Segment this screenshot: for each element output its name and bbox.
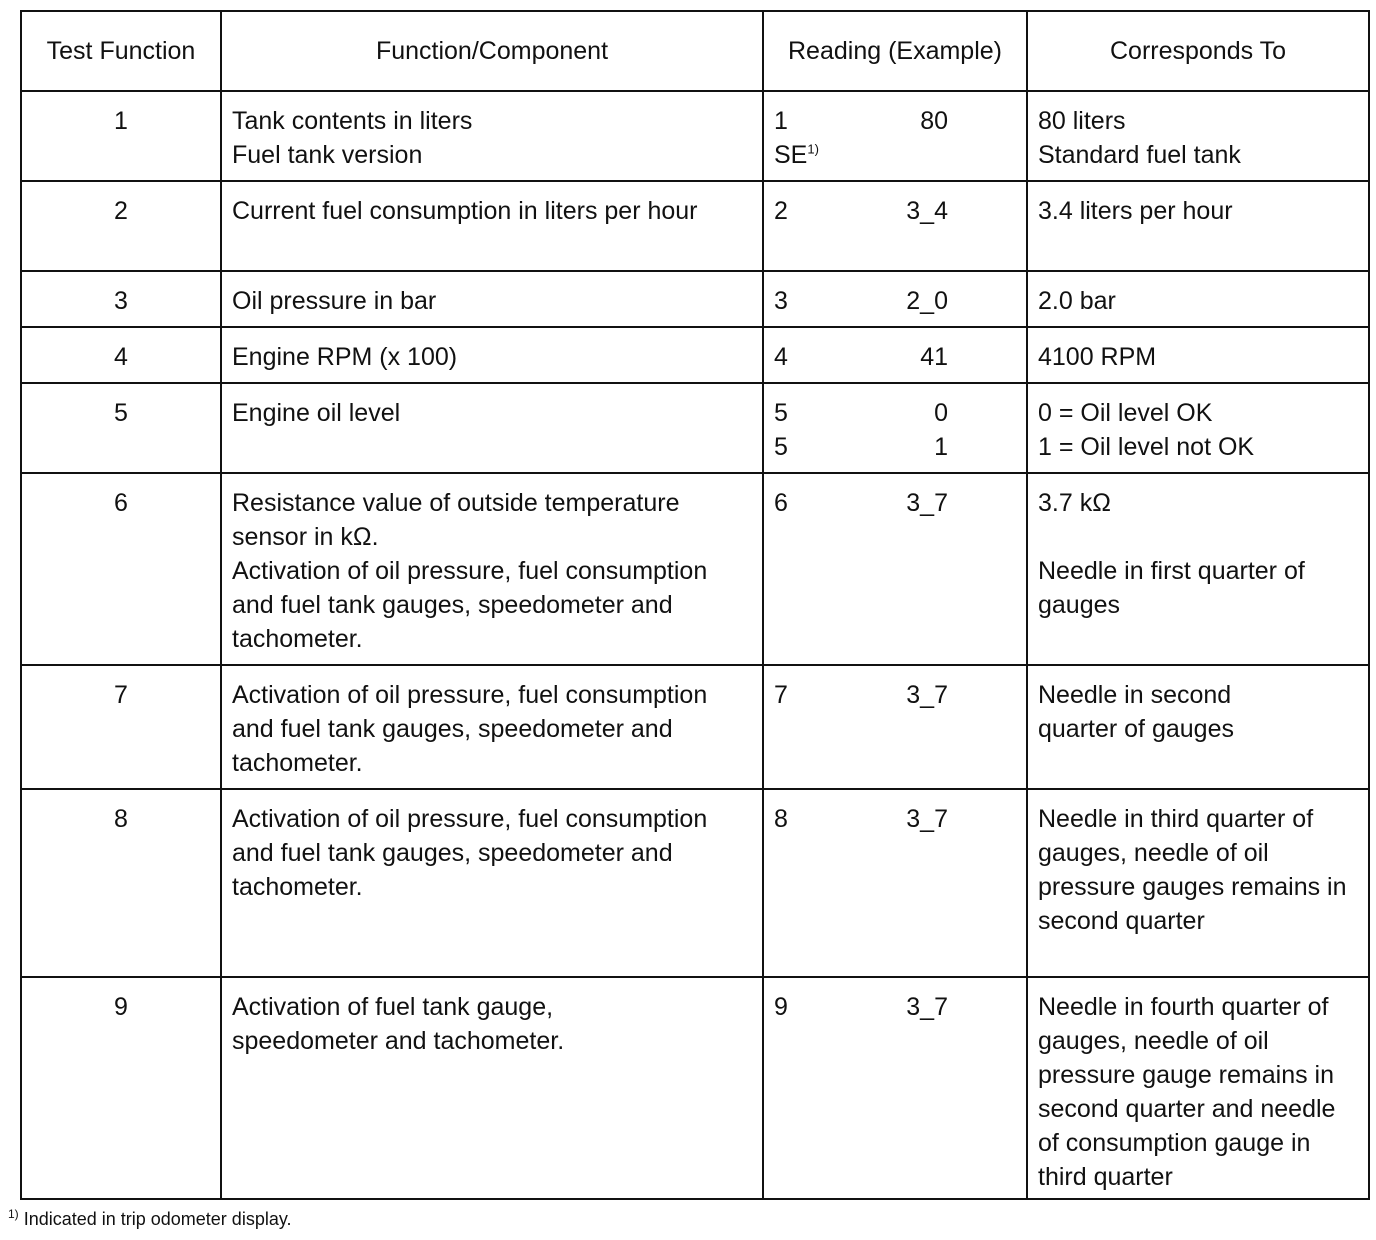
corresponds-line: 4100 RPM (1038, 343, 1157, 371)
function-line: Tank contents in liters (232, 107, 473, 135)
reading-value: 3_7 (906, 993, 948, 1021)
reading-value: 3_7 (906, 805, 948, 833)
reading-cell (763, 977, 1027, 1199)
reading-cell (763, 271, 1027, 327)
reading-cell (763, 665, 1027, 789)
corresponds-to-cell (1027, 977, 1369, 1199)
function-line: Activation of oil pressure, fuel consumption and fuel tank gauges, speedometer and tachometer. (232, 805, 708, 901)
header-function-component: Function/Component (221, 11, 763, 91)
reading-value: 80 (920, 107, 948, 135)
reading-value: 3_7 (906, 489, 948, 517)
corresponds-to-cell (1027, 327, 1369, 383)
reading-code: 2 (774, 197, 788, 225)
corresponds-to-cell (1027, 665, 1369, 789)
function-component-cell (221, 271, 763, 327)
reading-code: 1 (774, 107, 788, 135)
test-function-number: 7 (21, 665, 221, 789)
table-row (21, 91, 1369, 181)
function-component-cell (221, 473, 763, 665)
reading-code: 5 (774, 399, 788, 427)
header-test-function: Test Function (21, 11, 221, 91)
reading-value: 3_7 (906, 681, 948, 709)
function-line: Activation of oil pressure, fuel consumption and fuel tank gauges, speedometer and tachometer. (232, 557, 708, 653)
function-line: Activation of fuel tank gauge, speedometer and tachometer. (232, 993, 565, 1055)
table-row (21, 383, 1369, 473)
function-line: Oil pressure in bar (232, 287, 437, 315)
corresponds-line: 3.7 kΩ (1038, 489, 1111, 517)
reading-line (774, 138, 1016, 172)
reading-line (774, 802, 1016, 836)
header-row (21, 11, 1369, 91)
corresponds-line: 80 liters (1038, 107, 1126, 135)
reading-cell (763, 181, 1027, 271)
reading-line (774, 396, 1016, 430)
function-component-cell (221, 327, 763, 383)
table-row (21, 181, 1369, 271)
function-line: Engine RPM (x 100) (232, 343, 458, 371)
corresponds-line: Needle in fourth quarter of gauges, needle of oil pressure gauge remains in second quarter and needle of consumption gauge in third quarter (1038, 993, 1336, 1191)
corresponds-to-cell (1027, 383, 1369, 473)
footnote-text: Indicated in trip odometer display. (23, 1209, 292, 1229)
reading-code: 3 (774, 287, 788, 315)
table-row (21, 789, 1369, 977)
corresponds-to-cell (1027, 91, 1369, 181)
reading-line (774, 104, 1016, 138)
corresponds-line: 2.0 bar (1038, 287, 1116, 315)
function-line: Resistance value of outside temperature sensor in kΩ. (232, 489, 680, 551)
test-function-number: 3 (21, 271, 221, 327)
function-line: Engine oil level (232, 399, 401, 427)
corresponds-line: Needle in second quarter of gauges (1038, 681, 1234, 743)
reading-code-with-footnote (774, 138, 819, 172)
reading-line (774, 340, 1016, 374)
corresponds-to-cell (1027, 271, 1369, 327)
function-line: Fuel tank version (232, 141, 423, 169)
corresponds-line: 1 = Oil level not OK (1038, 433, 1255, 461)
reading-line (774, 678, 1016, 712)
reading-value: 41 (920, 343, 948, 371)
reading-code: 5 (774, 433, 788, 461)
function-component-cell (221, 181, 763, 271)
corresponds-line: 3.4 liters per hour (1038, 197, 1233, 225)
reading-code: 7 (774, 681, 788, 709)
header-corresponds-to: Corresponds To (1027, 11, 1369, 91)
table-row (21, 271, 1369, 327)
reading-value: 2_0 (906, 287, 948, 315)
test-function-number: 5 (21, 383, 221, 473)
test-function-number: 4 (21, 327, 221, 383)
reading-value: 0 (934, 399, 948, 427)
reading-code: SE (774, 141, 808, 169)
test-function-table (20, 10, 1370, 1200)
reading-value: 3_4 (906, 197, 948, 225)
table-row (21, 473, 1369, 665)
function-component-cell (221, 383, 763, 473)
reading-code: 6 (774, 489, 788, 517)
function-component-cell (221, 665, 763, 789)
footnote-marker: 1) (8, 1207, 19, 1221)
reading-cell (763, 473, 1027, 665)
reading-line (774, 430, 1016, 464)
function-component-cell (221, 91, 763, 181)
table-row (21, 977, 1369, 1199)
reading-line (774, 284, 1016, 318)
test-function-number: 6 (21, 473, 221, 665)
reading-line (774, 990, 1016, 1024)
reading-cell (763, 789, 1027, 977)
function-component-cell (221, 789, 763, 977)
reading-cell (763, 327, 1027, 383)
footnote (8, 1208, 292, 1230)
corresponds-line: 0 = Oil level OK (1038, 399, 1213, 427)
corresponds-line: Needle in first quarter of gauges (1038, 557, 1305, 619)
reading-value: 1 (934, 433, 948, 461)
reading-code: 9 (774, 993, 788, 1021)
test-function-number: 9 (21, 977, 221, 1199)
reading-code: 8 (774, 805, 788, 833)
reading-code: 4 (774, 343, 788, 371)
corresponds-line: Needle in third quarter of gauges, needle of oil pressure gauges remains in second quarter (1038, 805, 1347, 935)
function-line: Activation of oil pressure, fuel consumption and fuel tank gauges, speedometer and tachometer. (232, 681, 708, 777)
table-row (21, 665, 1369, 789)
table-row (21, 327, 1369, 383)
test-function-number: 2 (21, 181, 221, 271)
corresponds-line: Standard fuel tank (1038, 141, 1241, 169)
function-component-cell (221, 977, 763, 1199)
test-function-number: 8 (21, 789, 221, 977)
reading-line (774, 486, 1016, 520)
reading-line (774, 194, 1016, 228)
footnote-marker: 1) (807, 141, 819, 157)
test-function-number: 1 (21, 91, 221, 181)
function-line: Current fuel consumption in liters per hour (232, 197, 698, 225)
header-reading-example: Reading (Example) (763, 11, 1027, 91)
reading-cell (763, 91, 1027, 181)
spacer (1038, 520, 1358, 554)
corresponds-to-cell (1027, 473, 1369, 665)
corresponds-to-cell (1027, 181, 1369, 271)
corresponds-to-cell (1027, 789, 1369, 977)
reading-cell (763, 383, 1027, 473)
